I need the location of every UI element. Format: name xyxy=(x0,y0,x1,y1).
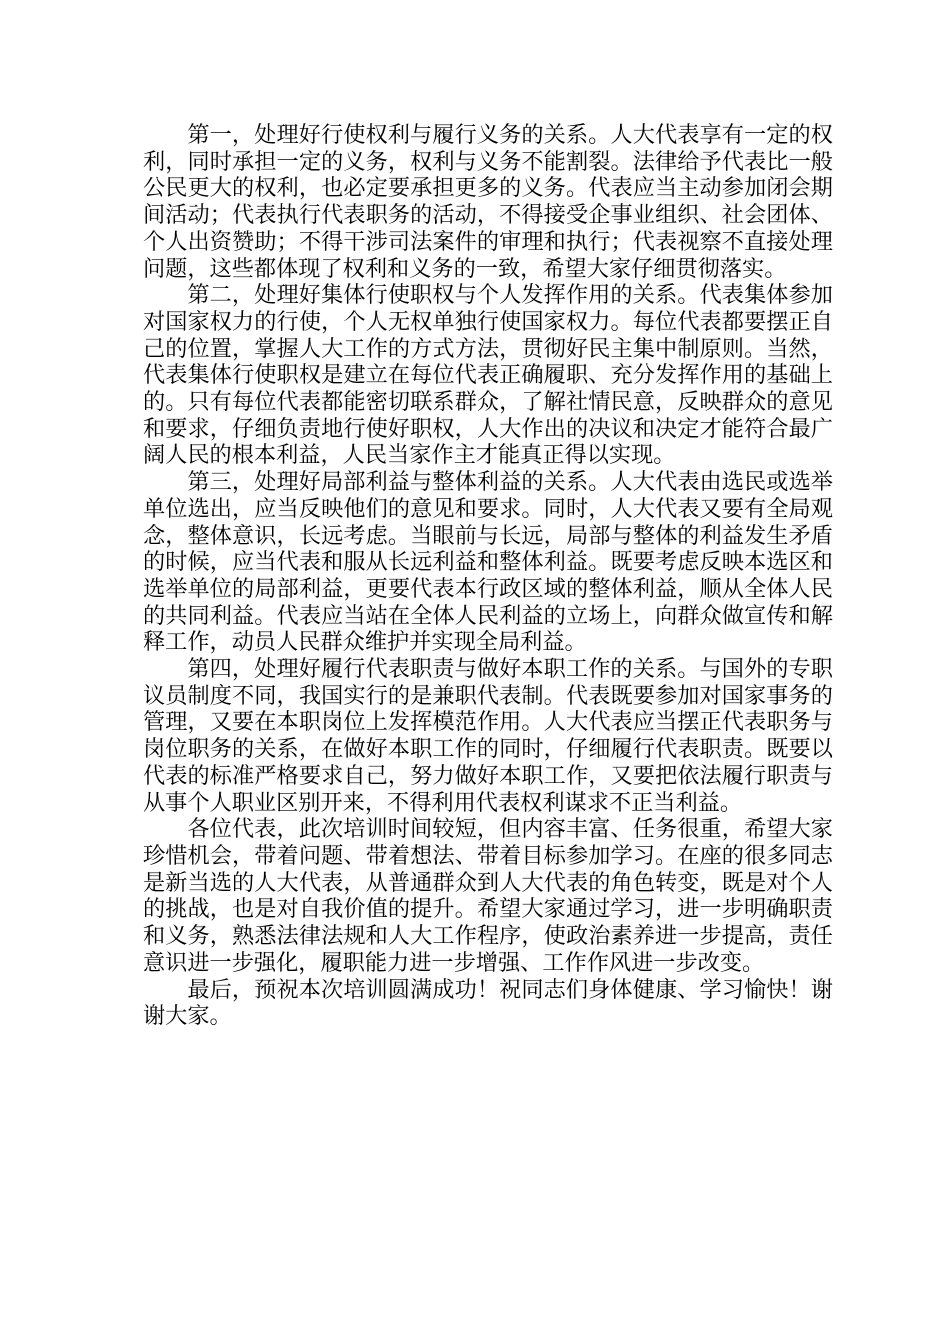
paragraph-rights-duties: 第一，处理好行使权利与履行义务的关系。人大代表享有一定的权利，同时承担一定的义务，权利与义务不能割裂。法律给予代表比一般公民更大的权利，也必定要承担更多的义务。代表应当主动参加闭会期间活动；代表执行代表职务的活动，不得接受企事业组织、社会团体、个人出资赞助；不得干涉司法案件的审理和执行；代表视察不直接处理问题，这些都体现了权利和义务的一致，希望大家仔细贯彻落实。 xyxy=(143,122,833,282)
document-body xyxy=(143,122,833,1030)
paragraph-collective-individual: 第二，处理好集体行使职权与个人发挥作用的关系。代表集体参加对国家权力的行使，个人无权单独行使国家权力。每位代表都要摆正自己的位置，掌握人大工作的方式方法，贯彻好民主集中制原则。当然，代表集体行使职权是建立在每位代表正确履职、充分发挥作用的基础上的。只有每位代表都能密切联系群众，了解社情民意，反映群众的意见和要求，仔细负责地行使好职权，人大作出的决议和决定才能符合最广阔人民的根本利益，人民当家作主才能真正得以实现。 xyxy=(143,282,833,469)
paragraph-local-overall: 第三，处理好局部利益与整体利益的关系。人大代表由选民或选举单位选出，应当反映他们的意见和要求。同时，人大代表又要有全局观念，整体意识，长远考虑。当眼前与长远，局部与整体的利益发生矛盾的时候，应当代表和服从长远利益和整体利益。既要考虑反映本选区和选举单位的局部利益，更要代表本行政区域的整体利益，顺从全体人民的共同利益。代表应当站在全体人民利益的立场上，向群众做宣传和解释工作，动员人民群众维护并实现全局利益。 xyxy=(143,469,833,656)
paragraph-duty-job: 第四，处理好履行代表职责与做好本职工作的关系。与国外的专职议员制度不同，我国实行的是兼职代表制。代表既要参加对国家事务的管理，又要在本职岗位上发挥模范作用。人大代表应当摆正代表职务与岗位职务的关系，在做好本职工作的同时，仔细履行代表职责。既要以代表的标准严格要求自己，努力做好本职工作，又要把依法履行职责与从事个人职业区别开来，不得利用代表权利谋求不正当利益。 xyxy=(143,656,833,816)
paragraph-training-hopes: 各位代表，此次培训时间较短，但内容丰富、任务很重，希望大家珍惜机会，带着问题、带着想法、带着目标参加学习。在座的很多同志是新当选的人大代表，从普通群众到人大代表的角色转变，既是对个人的挑战，也是对自我价值的提升。希望大家通过学习，进一步明确职责和义务，熟悉法律法规和人大工作程序，使政治素养进一步提高，责任意识进一步强化，履职能力进一步增强、工作作风进一步改变。 xyxy=(143,816,833,976)
paragraph-closing: 最后，预祝本次培训圆满成功！祝同志们身体健康、学习愉快！谢谢大家。 xyxy=(143,976,833,1030)
